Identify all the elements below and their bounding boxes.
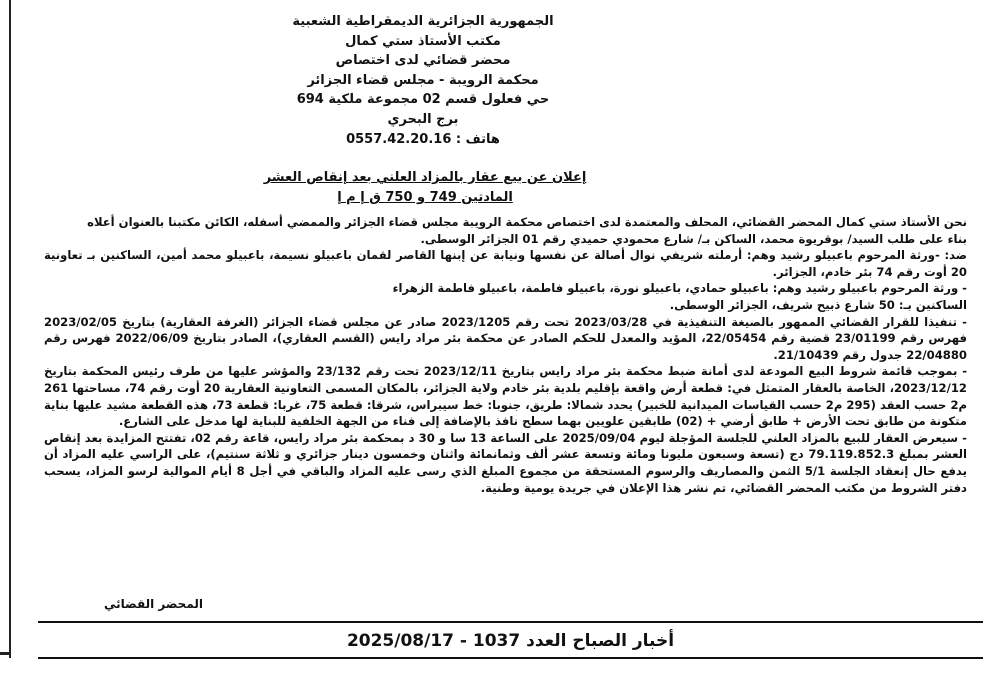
body-paragraph-defendants-2: - ورثة المرحوم باعبيلو رشيد وهم: باعبيلو حمادي، باعبيلو نورة، باعبيلو فاطمة، باعبيلو فاطمة الزهراء xyxy=(392,281,967,296)
body-paragraph-plaintiff: بناء على طلب السيد/ بوقريوة محمد، الساكن بـ/ شارع محمودي حميدي رقم 01 الجزائر الوسطى. xyxy=(420,231,967,246)
title-line-articles: المادتين 749 و 750 ق إ م إ xyxy=(337,190,513,205)
bailiff-signature: المحضر القضائي xyxy=(103,597,203,611)
body-paragraph-judgment: - تنفيذا للقرار القضائي الممهور بالصيغة التنفيذية في 2023/03/28 تحت رقم 2023/1205 صادر عن مجلس قضاء الجزائر (الغرفة العقارية) بتاريخ 2023/02/05 فهرس رقم 23/01199 قضية رقم 22/05454، المؤيد والمعدل للحكم الصادر عن محكمة بئر مراد رايس (القسم العقاري)، الصادر بتاريخ 2022/06/09 فهرس رقم 22/04880 جدول رقم 21/10439. xyxy=(44,314,968,362)
header-line-court: محكمة الرويبة - مجلس قضاء الجزائر xyxy=(307,72,539,88)
footer-issue-text: أخبار الصباح العدد 1037 - 2025/08/17 xyxy=(346,631,675,651)
notice-title xyxy=(245,168,605,208)
body-paragraph-defendants-address: الساكنين بـ: 50 شارع ذبيح شريف، الجزائر الوسطى. xyxy=(669,297,967,312)
footer-bottom-rule xyxy=(38,657,983,659)
header-line-republic: الجمهورية الجزائرية الديمقراطية الشعبية xyxy=(292,14,554,29)
body-paragraph-property: - بموجب قائمة شروط البيع المودعة لدى أمانة ضبط محكمة بئر مراد رايس بتاريخ 2023/12/11 تحت رقم 23/132 والمؤشر عليها من طرف رئيس المحكمة بتاريخ 2023/12/12، الخاصة بالعقار المتمثل في: قطعة أرض واقعة بإقليم بلدية بئر خادم ولاية الجزائر، بالمكان المسمى التعاونية العقارية 20 أوت رقم 74، مساحتها 261 م2 حسب العقد (295 م2 حسب القياسات الميدانية للخبير) يحدد شمالا: طريق، جنوبا: خط سيبراس، شرقا: قطعة 75، غربا: قطعة 73، هذه القطعة مشيد عليها بناية متكونة من طابق تحت الأرض + طابق أرضي + (02) طابقين علويين بهما سطح نافذ بالإضافة إلى فناء من الجهة الخلفية للبناية لها مدخل على الشارع. xyxy=(44,364,968,429)
body-paragraph-defendants-1: ضد: -ورثة المرحوم باعبيلو رشيد وهم: أرملته شريفي نوال أصالة عن نفسها ونيابة عن إبنها القاصر لقمان باعبيلو نسيمة، باعبيلو محمد أمين، الساكنين بـ تعاونية 20 أوت رقم 74 بئر خادم، الجزائر. xyxy=(44,248,967,279)
legal-notice-document xyxy=(38,0,983,682)
notice-header xyxy=(253,12,593,149)
header-line-office: مكتب الأستاذ ستي كمال xyxy=(345,33,501,49)
newspaper-footer xyxy=(38,626,983,656)
title-line-main: إعلان عن بيع عقار بالمزاد العلني بعد إنقاص العشر xyxy=(263,170,587,185)
header-line-phone: هاتف : 0557.42.20.16 xyxy=(346,131,500,147)
header-line-city: برج البحري xyxy=(387,111,459,127)
body-paragraph-auction: - سيعرض العقار للبيع بالمزاد العلني للجلسة المؤجلة ليوم 2025/09/04 على الساعة 13 سا و 30 د بمحكمة بئر مراد رايس، قاعة رقم 02، تفتتح المزايدة بعد إنقاص العشر بمبلغ 79.119.852.3 دج (تسعة وسبعون مليونا ومائة وتسعة عشر ألف وثمانمائة واثنان وخمسون دينار جزائري و ثلاثة سنتيم)، على الراسي عليه المزاد أن يدفع حال إنعقاد الجلسة 5/1 الثمن والمصاريف والرسوم المستحقة من مجموع المبلغ الذي رسى عليه المزاد والباقي في أجل 8 أيام الموالية لرسو المزاد، يسحب دفتر الشروط من مكتب المحضر القضائي، تم نشر هذا الإعلان في جريدة يومية وطنية. xyxy=(44,430,968,495)
body-paragraph-intro: نحن الأستاذ ستي كمال المحضر القضائي، المحلف والمعتمدة لدى اختصاص محكمة الرويبة مجلس قضاء الجزائر والممضي أسفله، الكائن مكتبنا بالعنوان أعلاه xyxy=(87,215,967,229)
footer-top-rule xyxy=(38,621,983,623)
header-line-address: حي فعلول قسم 02 مجموعة ملكية 694 xyxy=(296,92,550,108)
left-border-tick xyxy=(0,652,11,655)
left-border-line xyxy=(9,0,11,658)
notice-body xyxy=(44,214,967,496)
header-line-role: محضر قضائي لدى اختصاص xyxy=(335,53,511,69)
